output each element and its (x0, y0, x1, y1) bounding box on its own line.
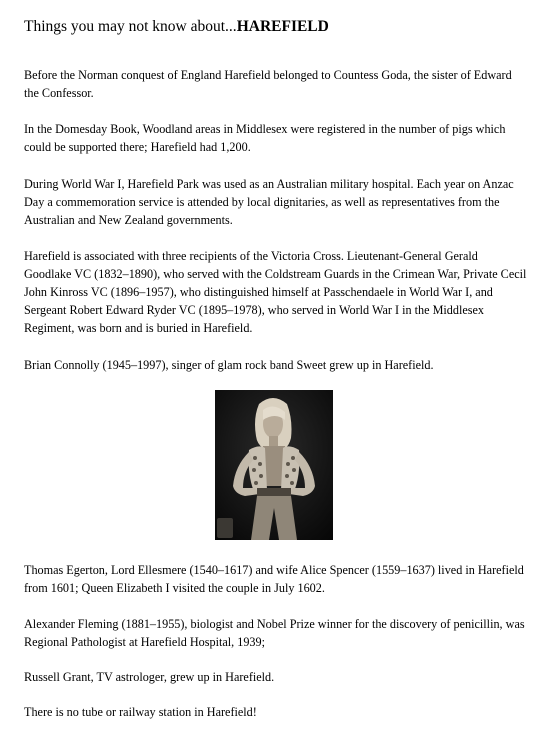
fact-paragraph-anzac: During World War I, Harefield Park was used as an Australian military hospital. Each year on Anzac Day a commemoration service is attended by local dignitaries, as well as representatives from the Australian and New Zealand governments. (24, 177, 514, 227)
singer-photo (215, 390, 333, 540)
title-place-name: HAREFIELD (236, 18, 329, 35)
fact-paragraph-victoria-cross: Harefield is associated with three recipients of the Victoria Cross. Lieutenant-General Gerald Goodlake VC (1832–1890), who served with the Coldstream Guards in the Crimean War, Private Cecil John Kinross VC (1896–1957), who distinguished himself at Passchendaele in World War I, and Sergeant Robert Edward Ryder VC (1895–1978), who served in World War I in the Middlesex Regiment, was born and is buried in Harefield. (24, 249, 527, 335)
fact-paragraph-egerton: Thomas Egerton, Lord Ellesmere (1540–1617) and wife Alice Spencer (1559–1637) lived in Harefield from 1601; Queen Elizabeth I visited the couple in July 1602. (24, 563, 524, 595)
page-title (24, 18, 329, 36)
fact-paragraph-connolly: Brian Connolly (1945–1997), singer of glam rock band Sweet grew up in Harefield. (24, 358, 434, 372)
title-prefix: Things you may not know about... (24, 18, 237, 35)
fact-paragraph-no-station: There is no tube or railway station in Harefield! (24, 705, 257, 719)
fact-paragraph-fleming: Alexander Fleming (1881–1955), biologist and Nobel Prize winner for the discovery of penicillin, was Regional Pathologist at Harefield Hospital, 1939; (24, 617, 525, 649)
fact-paragraph-goda: Before the Norman conquest of England Harefield belonged to Countess Goda, the sister of Edward the Confessor. (24, 68, 512, 100)
fact-paragraph-grant: Russell Grant, TV astrologer, grew up in Harefield. (24, 670, 275, 684)
fact-paragraph-domesday: In the Domesday Book, Woodland areas in Middlesex were registered in the number of pigs which could be supported there; Harefield had 1,200. (24, 122, 506, 154)
